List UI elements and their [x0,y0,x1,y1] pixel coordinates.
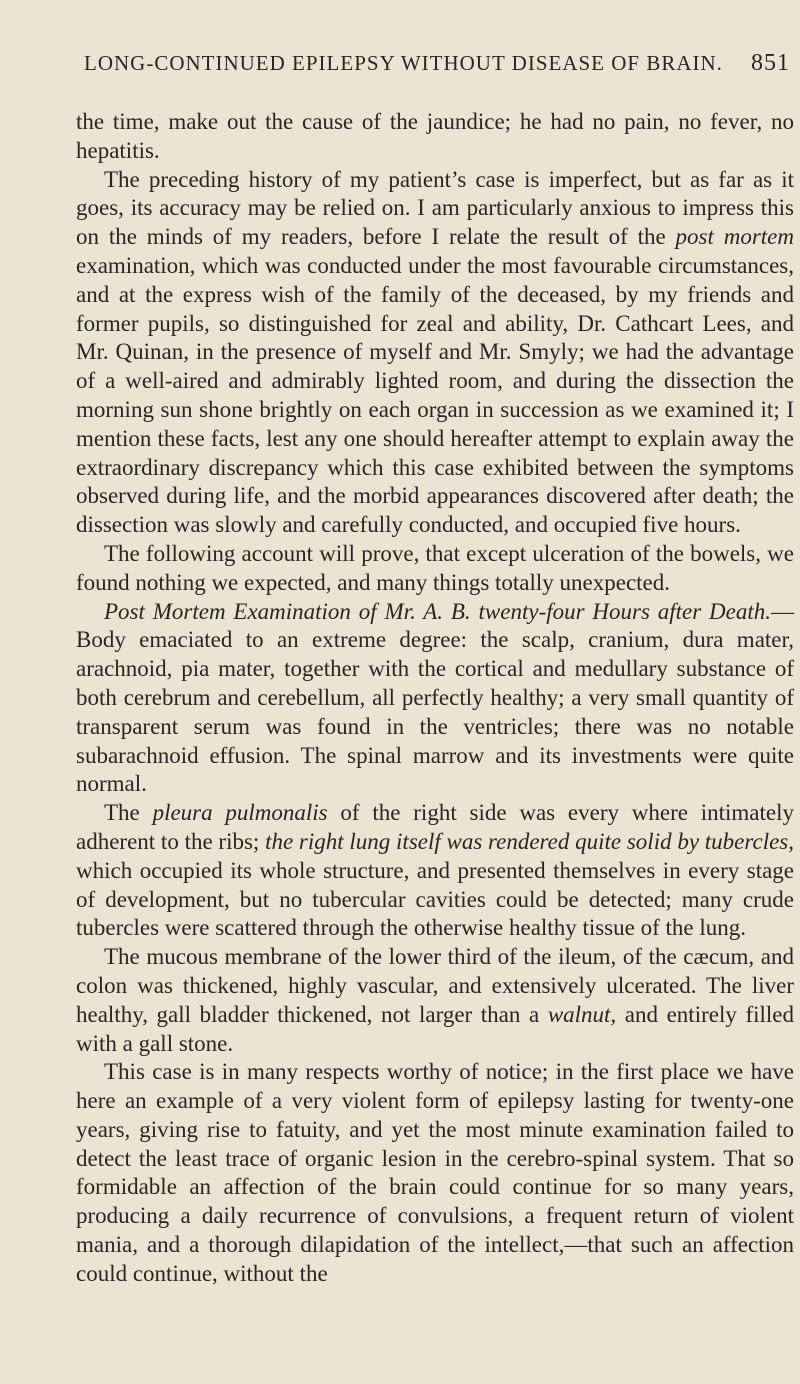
paragraph [76,108,794,166]
paragraph [76,799,794,943]
text-run: which occupied its whole structure, and presented themselves in every stage of development, but no tubercular cavities could be detected; many crude tubercles were scattered through the otherwise healthy tissue of the lung. [76,857,794,941]
paragraph [76,598,794,800]
text-run: —Body emaciated to an extreme degree: the scalp, cranium, dura mater, arachnoid, pia mater, together with the cortical and medullary substance of both cerebrum and cerebellum, all perfectly healthy; a very small quantity of transparent serum was found in the ventricles; there was no notable subarachnoid effusion. The spinal marrow and its investments were quite normal. [76,598,794,797]
text-run: The mucous membrane of the lower third of the ileum, of the cæcum, and colon was thickened, highly vascular, and extensively ulcerated. The liver healthy, gall bladder thickened, not larger than a [76,944,794,1027]
text-run: and entirely filled with a gall stone. [76,1001,794,1056]
italic-text: walnut, [547,1001,617,1027]
paragraph [76,166,794,540]
text-run: examination, which was conducted under the most favourable circumstances, and at the express wish of the family of the deceased, by my friends and former pupils, so distinguished for zeal and ability, Dr. Cathcart Lees, and Mr. Quinan, in the presence of myself and Mr. Smyly; we had the advantage of a well-aired and admirably lighted room, and during the dissection the morning sun shone brightly on each organ in succession as we examined it; I mention these facts, lest any one should hereafter attempt to explain away the extraordinary discrepancy which this case exhibited between the symptoms observed during life, and the morbid appearances discovered after death; the dissection was slowly and carefully conducted, and occupied five hours. [76,252,794,538]
text-run: The preceding history of my patient’s case is imperfect, but as far as it goes, its accuracy may be relied on. I am particularly anxious to impress this on the minds of my readers, before I relate the result of the [76,166,794,250]
paragraph [76,943,794,1058]
paragraph [76,1058,794,1288]
body-text [76,108,794,1289]
paragraph [76,540,794,598]
text-run: the time, make out the cause of the jaundice; he had no pain, no fever, no hepatitis. [76,109,794,163]
running-title: LONG-CONTINUED EPILEPSY WITHOUT DISEASE OF BRAIN. [84,51,723,75]
italic-text: the right lung itself was rendered quite solid by tubercles, [265,828,794,854]
text-run: of the right side was every where intimately adherent to the ribs; [76,800,795,854]
text-run: The following account will prove, that except ulceration of the bowels, we found nothing we expected, and many things totally unexpected. [76,540,794,595]
text-run: This case is in many respects worthy of notice; in the first place we have here an example of a very violent form of epilepsy lasting for twenty-one years, giving rise to fatuity, and yet the most minute examination failed to detect the least trace of organic lesion in the cerebro-spinal system. That so formidable an affection of the brain could continue for so many years, producing a daily recurrence of convulsions, a frequent return of violent mania, and a thorough dilapidation of the intellect,—that such an affection could continue, without the [76,1059,794,1286]
page-number: 851 [751,50,790,76]
italic-text: Post Mortem Examination of Mr. A. B. twenty-four Hours after Death. [104,598,771,624]
italic-text: pleura pulmonalis [152,800,328,826]
text-run: The [104,800,153,826]
italic-text: post mortem [675,224,794,250]
running-header [84,50,790,77]
